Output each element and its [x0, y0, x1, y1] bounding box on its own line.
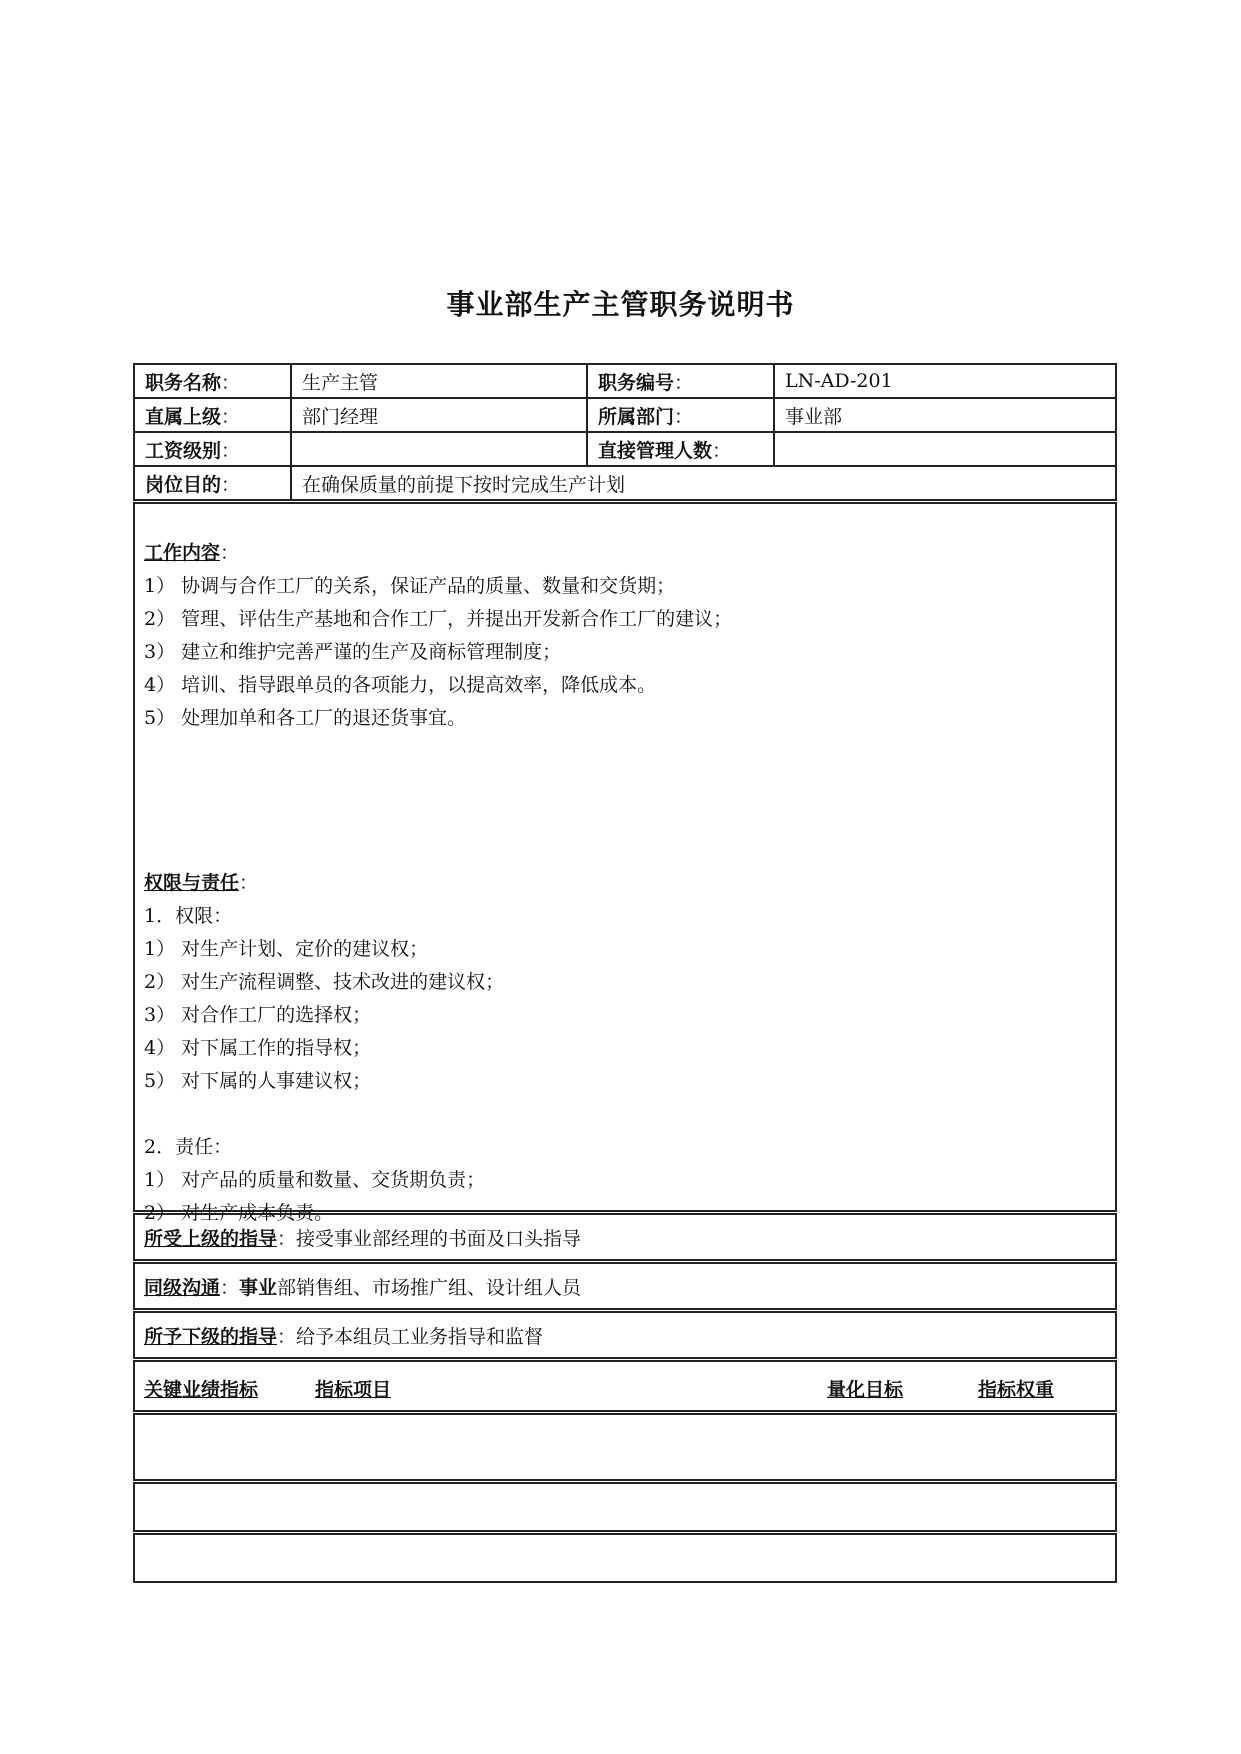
kpi-column-header: 关键业绩指标: [144, 1379, 259, 1401]
guidance-received-value: 接受事业部经理的书面及口头指导: [296, 1227, 582, 1250]
rights-item: 1） 对生产计划、定价的建议权；: [144, 938, 429, 960]
duties-section: [133, 502, 1117, 1224]
info-row-purpose: [134, 466, 1116, 500]
department-value: 事业部: [774, 398, 1116, 432]
rights-title: 1．权限：: [144, 905, 233, 927]
kpi-weight-column-header: 指标权重: [978, 1379, 1055, 1401]
job-code-label: 职务编号：: [587, 364, 774, 398]
purpose-label: 岗位目的：: [134, 466, 291, 500]
rights-item: 5） 对下属的人事建议权；: [144, 1070, 372, 1092]
purpose-value: 在确保质量的前提下按时完成生产计划: [291, 466, 1116, 500]
job-name-value: 生产主管: [291, 364, 587, 398]
salary-label: 工资级别：: [134, 432, 291, 466]
info-row-name-code: [134, 364, 1116, 398]
guidance-given-value: 给予本组员工业务指导和监督: [296, 1325, 544, 1348]
job-name-label: 职务名称：: [134, 364, 291, 398]
basic-info-table: [133, 363, 1117, 501]
work-item: 3） 建立和维护完善严谨的生产及商标管理制度；: [144, 641, 562, 663]
rights-item: 2） 对生产流程调整、技术改进的建议权；: [144, 971, 505, 993]
peer-communication-value: 部销售组、市场推广组、设计组人员: [277, 1276, 582, 1299]
work-item: 1） 协调与合作工厂的关系，保证产品的质量、数量和交货期；: [144, 575, 676, 597]
page-title: 事业部生产主管职务说明书: [446, 288, 795, 321]
work-item: 2） 管理、评估生产基地和合作工厂，并提出开发新合作工厂的建议；: [144, 608, 733, 630]
superior-label: 直属上级：: [134, 398, 291, 432]
rights-item: 4） 对下属工作的指导权；: [144, 1037, 372, 1059]
kpi-empty-row: [133, 1533, 1117, 1583]
work-content-heading: 工作内容：: [144, 542, 240, 564]
kpi-empty-row: [133, 1482, 1117, 1532]
duties-item: 2） 对生产成本负责。: [144, 1202, 334, 1224]
peer-communication-row: 同级沟通 ： 事业 部销售组、市场推广组、设计组人员: [133, 1262, 1117, 1310]
duties-item: 1） 对产品的质量和数量、交货期负责；: [144, 1169, 486, 1191]
guidance-given-label: 所予下级的指导: [144, 1325, 278, 1348]
work-item: 5） 处理加单和各工厂的退还货事宜。: [144, 707, 467, 729]
info-row-superior-department: [134, 398, 1116, 432]
duties-title: 2．责任：: [144, 1136, 233, 1158]
kpi-empty-row: [133, 1413, 1117, 1481]
guidance-received-row: 所受上级的指导 ： 接受事业部经理的书面及口头指导: [133, 1213, 1117, 1261]
guidance-given-row: 所予下级的指导 ： 给予本组员工业务指导和监督: [133, 1311, 1117, 1359]
peer-communication-label: 同级沟通: [144, 1276, 221, 1299]
department-label: 所属部门：: [587, 398, 774, 432]
kpi-item-column-header: 指标项目: [315, 1379, 392, 1401]
subordinates-label: 直接管理人数：: [587, 432, 774, 466]
salary-value: [291, 432, 587, 466]
subordinates-value: [774, 432, 1116, 466]
job-description-form: [133, 363, 1117, 1583]
job-code-value: LN-AD-201: [774, 364, 1116, 398]
guidance-received-label: 所受上级的指导: [144, 1227, 278, 1250]
kpi-header-row: [133, 1360, 1117, 1412]
work-item: 4） 培训、指导跟单员的各项能力，以提高效率，降低成本。: [144, 674, 657, 696]
authority-heading: 权限与责任：: [144, 872, 259, 894]
superior-value: 部门经理: [291, 398, 587, 432]
kpi-target-column-header: 量化目标: [827, 1379, 904, 1401]
rights-item: 3） 对合作工厂的选择权；: [144, 1004, 372, 1026]
info-row-salary-subordinates: [134, 432, 1116, 466]
